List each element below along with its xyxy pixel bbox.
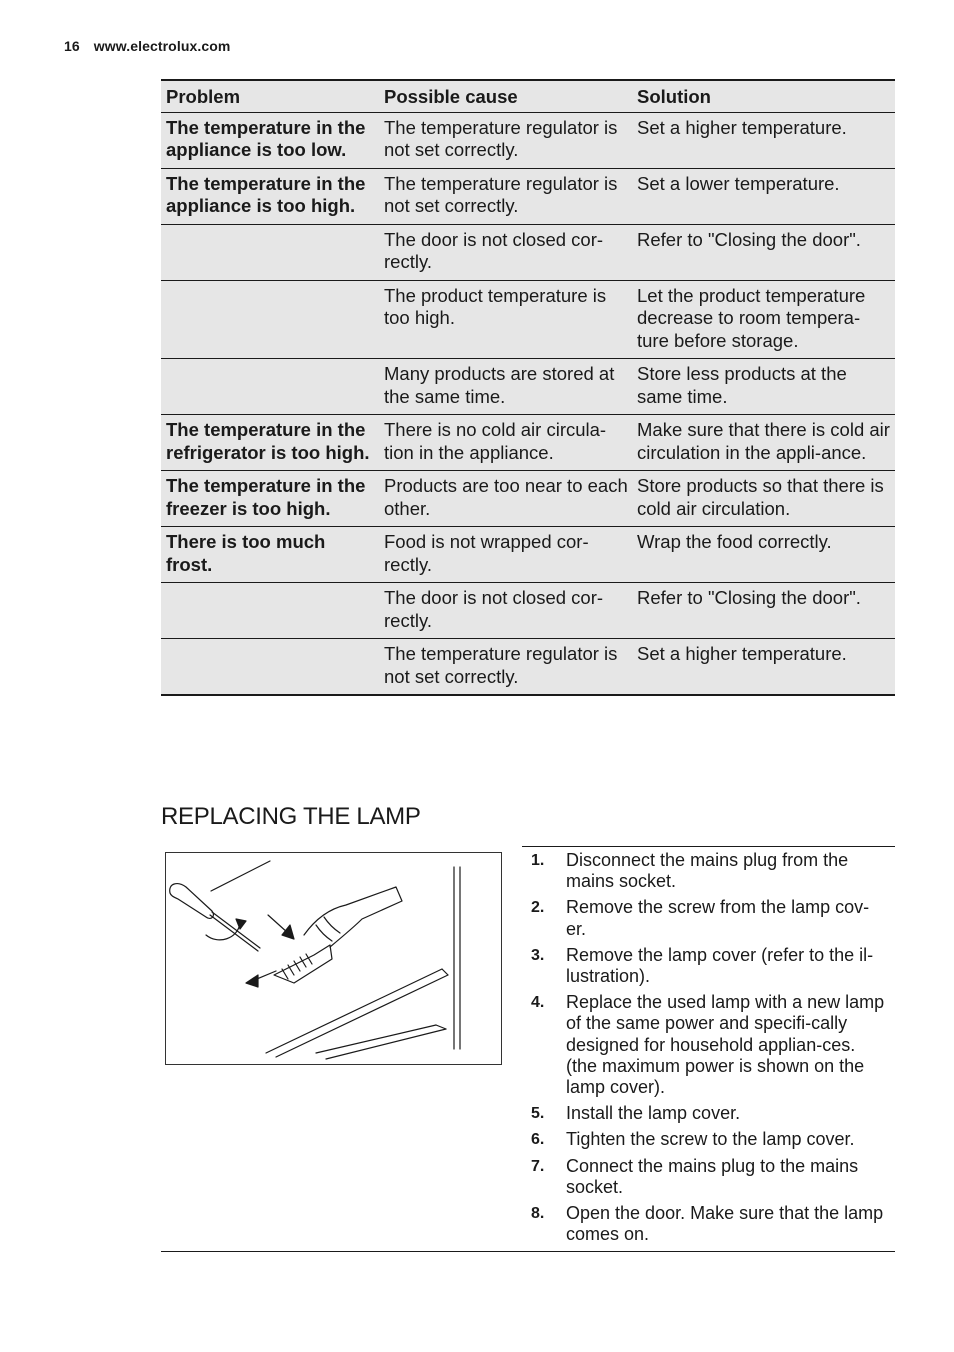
step-number: 3. [531,946,545,964]
solution-cell: Refer to "Closing the door". [632,583,895,639]
problem-cell: The temperature in the freezer is too high. [161,471,379,527]
cause-cell: The temperature regulator is not set correctly. [379,168,632,224]
list-item [531,897,886,939]
column-header-solution: Solution [632,80,895,112]
step-number: 8. [531,1205,545,1223]
cause-cell: The door is not closed cor-rectly. [379,224,632,280]
problem-cell: The temperature in the appliance is too high. [161,168,379,224]
problem-cell [161,359,379,415]
lamp-replacement-illustration [165,852,502,1065]
page-number: 16 [64,38,80,54]
website-link[interactable]: www.electrolux.com [93,38,231,54]
step-number: 5. [531,1105,545,1123]
list-item [531,1103,886,1124]
list-item [531,1129,886,1150]
table-row [161,527,895,583]
step-text: Install the lamp cover. [566,1103,741,1124]
solution-cell: Set a higher temperature. [632,112,895,168]
problem-cell: There is too much frost. [161,527,379,583]
column-header-cause: Possible cause [379,80,632,112]
page-header [64,38,230,54]
cause-cell: Food is not wrapped cor-rectly. [379,527,632,583]
table-row [161,415,895,471]
cause-cell: There is no cold air circula-tion in the appliance. [379,415,632,471]
table-row [161,639,895,696]
step-text: Remove the lamp cover (refer to the il-lustration). [566,944,874,987]
cause-cell: Products are too near to each other. [379,471,632,527]
step-text: Remove the screw from the lamp cov-er. [566,897,870,939]
table-row [161,471,895,527]
solution-cell: Store products so that there is cold air circulation. [632,471,895,527]
step-number: 2. [531,899,545,917]
problem-cell: The temperature in the appliance is too low. [161,112,379,168]
solution-cell: Set a higher temperature. [632,639,895,696]
problem-cell [161,280,379,359]
step-number: 1. [531,852,545,869]
table-row [161,112,895,168]
steps-top-divider [522,846,895,847]
section-title: REPLACING THE LAMP [161,803,421,830]
problem-cell: The temperature in the refrigerator is too high. [161,415,379,471]
solution-cell: Make sure that there is cold air circulation in the appli-ance. [632,415,895,471]
troubleshooting-table [161,79,895,696]
lamp-illustration-icon [166,853,501,1064]
solution-cell: Set a lower temperature. [632,168,895,224]
step-number: 4. [531,994,545,1012]
cause-cell: The temperature regulator is not set correctly. [379,639,632,696]
list-item [531,1156,886,1198]
step-text: Disconnect the mains plug from the mains socket. [566,850,849,892]
table-row [161,583,895,639]
cause-cell: Many products are stored at the same time. [379,359,632,415]
step-text: Connect the mains plug to the mains socket. [566,1155,859,1197]
table-row [161,359,895,415]
step-text: Open the door. Make sure that the lamp comes on. [566,1203,884,1245]
step-text: Tighten the screw to the lamp cover. [566,1129,855,1150]
cause-cell: The product temperature is too high. [379,280,632,359]
cause-cell: The door is not closed cor-rectly. [379,583,632,639]
lamp-steps-list [531,850,886,1250]
solution-cell: Refer to "Closing the door". [632,224,895,280]
table-row [161,224,895,280]
problem-cell [161,583,379,639]
solution-cell: Wrap the food correctly. [632,527,895,583]
solution-cell: Let the product temperature decrease to room tempera-ture before storage. [632,280,895,359]
list-item [531,850,886,892]
column-header-problem: Problem [161,80,379,112]
problem-cell [161,224,379,280]
table-row [161,280,895,359]
list-item [531,992,886,1098]
problem-cell [161,639,379,696]
cause-cell: The temperature regulator is not set correctly. [379,112,632,168]
solution-cell: Store less products at the same time. [632,359,895,415]
table-header-row [161,80,895,112]
steps-bottom-divider [161,1251,895,1252]
list-item [531,1203,886,1245]
step-number: 6. [531,1131,545,1149]
step-text: Replace the used lamp with a new lamp of the same power and specifi-cally designed for household applian-ces. (the maximum power is shown on the lamp cover). [566,992,885,1098]
step-number: 7. [531,1157,545,1175]
list-item [531,945,886,987]
table-row [161,168,895,224]
